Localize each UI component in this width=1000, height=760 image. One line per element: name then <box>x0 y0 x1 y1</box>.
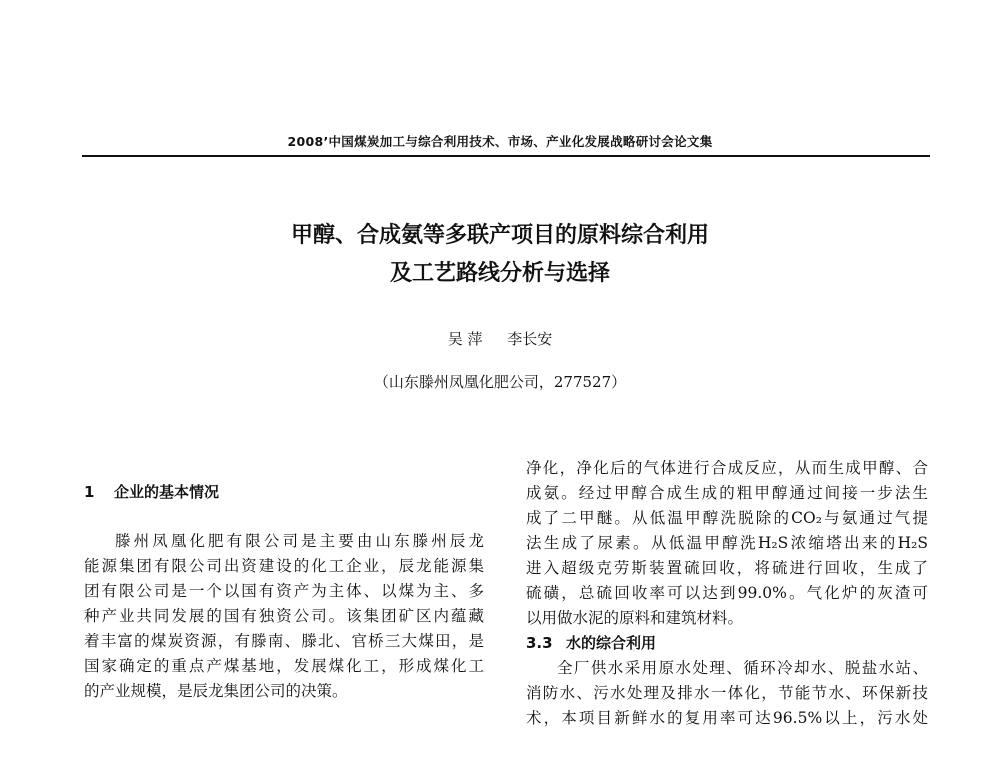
body-line: 消防水、污水处理及排水一体化，节能节水、环保新技 <box>526 684 928 702</box>
author-2: 李长安 <box>507 330 553 348</box>
body-line: 成氨。经过甲醇合成生成的粗甲醇通过间接一步法生 <box>526 484 928 502</box>
body-line: 进入超级克劳斯装置硫回收，将硫进行回收，生成了 <box>526 559 928 577</box>
body-line: 团有限公司是一个以国有资产为主体、以煤为主、多 <box>84 582 484 600</box>
body-line: 滕州凤凰化肥有限公司是主要由山东滕州辰龙 <box>115 532 484 550</box>
body-line: 能源集团有限公司出资建设的化工企业，辰龙能源集 <box>84 557 484 575</box>
body-line: 成了二甲醚。从低温甲醇洗脱除的CO₂与氨通过气提 <box>526 509 928 527</box>
right-column <box>526 456 928 731</box>
section-title: 企业的基本情况 <box>114 483 220 501</box>
title-line-1: 甲醇、合成氨等多联产项目的原料综合利用 <box>290 223 709 248</box>
body-line: 术，本项目新鲜水的复用率可达96.5%以上，污水处 <box>526 709 928 727</box>
body-line: 全厂供水采用原水处理、循环冷却水、脱盐水站、 <box>557 659 928 677</box>
author-1: 吴 萍 <box>447 330 483 348</box>
body-line: 硫磺，总硫回收率可以达到99.0%。气化炉的灰渣可 <box>526 584 928 602</box>
body-line: 净化，净化后的气体进行合成反应，从而生成甲醇、合 <box>526 459 928 477</box>
body-line: 以用做水泥的原料和建筑材料。 <box>526 609 744 627</box>
left-column <box>84 458 484 704</box>
authors <box>0 328 1000 349</box>
section-number: 3.3 <box>526 634 553 652</box>
title-line-2: 及工艺路线分析与选择 <box>389 261 610 286</box>
section-heading <box>526 631 928 656</box>
affiliation: （山东滕州凤凰化肥公司，277527） <box>373 373 627 391</box>
section-heading <box>84 480 484 505</box>
body-line: 国家确定的重点产煤基地，发展煤化工，形成煤化工 <box>84 657 484 675</box>
body-line: 法生成了尿素。从低温甲醇洗H₂S浓缩塔出来的H₂S <box>526 534 928 552</box>
body-line: 种产业共同发展的国有独资公司。该集团矿区内蕴藏 <box>84 607 484 625</box>
paper-title <box>0 217 1000 293</box>
section-title: 水的综合利用 <box>566 634 657 652</box>
header-rule <box>82 155 930 157</box>
section-number: 1 <box>84 483 95 501</box>
body-line: 着丰富的煤炭资源，有滕南、滕北、官桥三大煤田，是 <box>84 632 484 650</box>
proceedings-header: 2008’中国煤炭加工与综合利用技术、市场、产业化发展战略研讨会论文集 <box>287 134 713 149</box>
body-line: 的产业规模，是辰龙集团公司的决策。 <box>84 682 348 700</box>
